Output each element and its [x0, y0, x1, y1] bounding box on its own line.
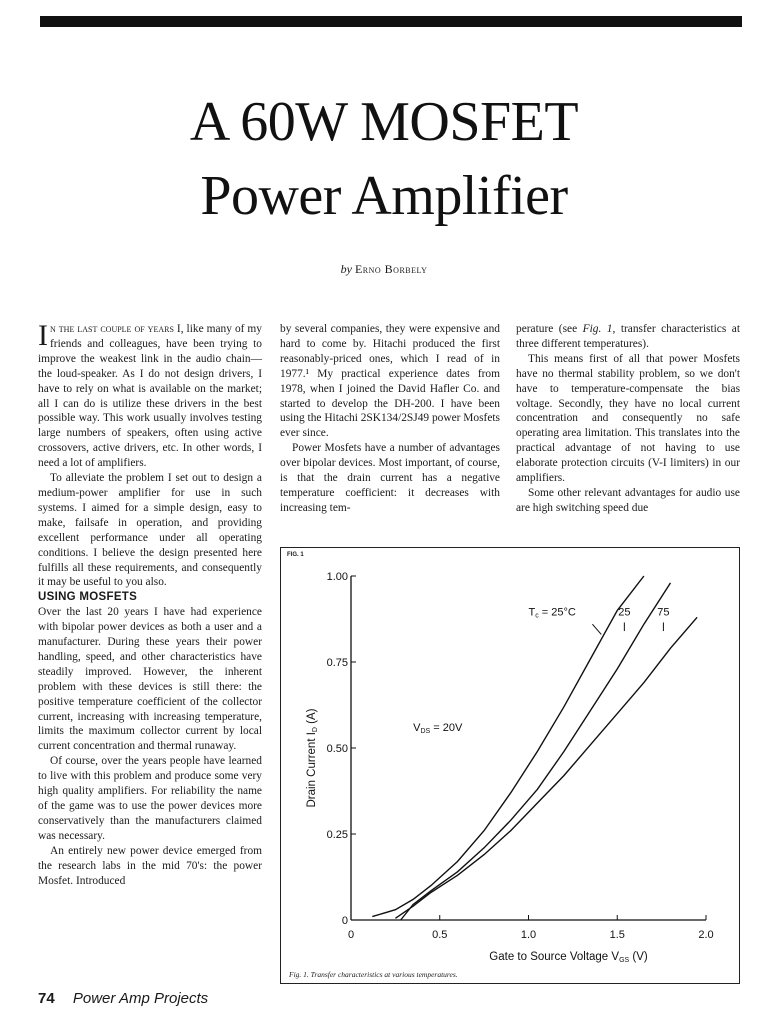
series-label-75: 75 — [657, 606, 670, 619]
y-tick-label: 0.50 — [326, 743, 348, 755]
column-1 — [38, 319, 262, 888]
paragraph: An entirely new power device emerged from the research labs in the mid 70's: the power Mosfet. Introduced — [38, 844, 262, 887]
paragraph: Power Mosfets have a number of advantages over bipolar devices. Most important, of course, is that the drain current has a negative temperature coefficient: it decreases with increasing tem- — [280, 442, 500, 514]
y-tick-label: 0.75 — [326, 657, 348, 669]
tc-annotation: Tc = 25°C — [528, 606, 576, 620]
author-name: Erno Borbely — [354, 262, 428, 276]
paragraph: Of course, over the years people have learned to live with this problem and produce some very high quality amplifiers. For reliability the name of the game was to use the power devices more conservatively than the manufacturers claimed was necessary. — [38, 755, 262, 842]
tc-leader-line — [592, 624, 601, 634]
series-line — [395, 617, 697, 918]
paragraph — [516, 322, 740, 352]
paragraph-text: perature (see — [516, 323, 583, 335]
drop-cap: I — [38, 319, 48, 352]
y-tick-label: 0.25 — [326, 829, 348, 841]
figure-1 — [280, 547, 740, 984]
page-number: 74 — [38, 990, 55, 1007]
paragraph: To alleviate the problem I set out to design a medium-power amplifier for use in such systems. I aimed for a simple design, easy to make, failsafe in operation, and providing excellent performance under all operating conditions. I believe the design presented here fulfills all these requirements, and consequently it may be useful to you also. — [38, 472, 262, 589]
lead-in: n the last couple of years — [50, 323, 174, 335]
book-title: Power Amp Projects — [72, 990, 209, 1007]
figure-label: FIG. 1 — [287, 552, 304, 558]
page-footer — [38, 990, 208, 1007]
series-label-25: 25 — [618, 606, 631, 619]
series-line — [401, 583, 671, 920]
column-3 — [516, 322, 740, 516]
paragraph: This means first of all that power Mosfets have no thermal stability problem, so we don't have to temperature-compensate the bias voltage. Secondly, they have no local current concentration and consequently no safe operating area limitation. This translates into the practical advantage of not having to use elaborate protection circuits (V-I limiters) in our amplifiers. — [516, 352, 740, 485]
section-heading: USING MOSFETS — [38, 591, 138, 604]
paragraph: by several companies, they were expensive and hard to come by. Hitachi produced the first reasonably-priced ones, which I read of in 1977.¹ My practical experience dates from 1978, when I joined the David Hafler Co. and started to develop the DH-200. I have been using the Hitachi 2SK134/2SJ49 power Mosfets ever since. — [280, 323, 500, 440]
x-tick-label: 0 — [347, 929, 355, 941]
x-tick-label: 1.0 — [520, 929, 537, 941]
column-2 — [280, 322, 500, 516]
paragraph — [38, 319, 262, 471]
y-tick-label: 0 — [341, 915, 348, 927]
x-tick-label: 2.0 — [698, 929, 714, 941]
x-axis-label: Gate to Source Voltage VGS (V) — [489, 951, 648, 964]
paragraph-text: , transfer characteristics at three different temperatures). — [516, 323, 740, 350]
x-tick-label: 0.5 — [432, 929, 448, 941]
paragraph: Some other relevant advantages for audio use are high switching speed due — [516, 486, 740, 514]
series-line — [372, 576, 644, 917]
transfer-characteristics-chart — [281, 548, 741, 985]
byline — [0, 262, 768, 277]
y-axis-label: Drain Current ID (A) — [306, 708, 319, 808]
vds-annotation: VDS = 20V — [413, 721, 463, 735]
x-tick-label: 1.5 — [609, 929, 625, 941]
article-title-line-2: Power Amplifier — [200, 165, 568, 227]
byline-prefix: by — [340, 262, 352, 276]
paragraph: Over the last 20 years I have had experience with bipolar power devices as both a user and a manufacturer. During these years their power handling, speed, and other characteristics have steadily improved. However, the inherent problem with these devices is still there: the positive temperature coefficient of the collector current, increasing with increasing temperature, limits the maximum collector current by local current concentration and thermal runaway. — [38, 606, 262, 753]
y-tick-label: 1.00 — [326, 571, 348, 583]
top-rule — [40, 16, 742, 27]
figure-caption: Fig. 1. Transfer characteristics at various temperatures. — [289, 970, 458, 979]
paragraph-text: I, like many of my friends and colleagues, have been trying to improve the weakest link in the audio chain—the loud-speaker. As I do not design drivers, I have to rely on what is available on the market; all I can do is utilize these drivers in the best possible way. This work usually involves testing large numbers of speakers, often using active crossovers, active drivers, etc. In other words, I need a lot of amplifiers. — [38, 323, 262, 470]
article-title-line-1: A 60W MOSFET — [189, 91, 579, 153]
figure-reference: Fig. 1 — [582, 323, 613, 335]
